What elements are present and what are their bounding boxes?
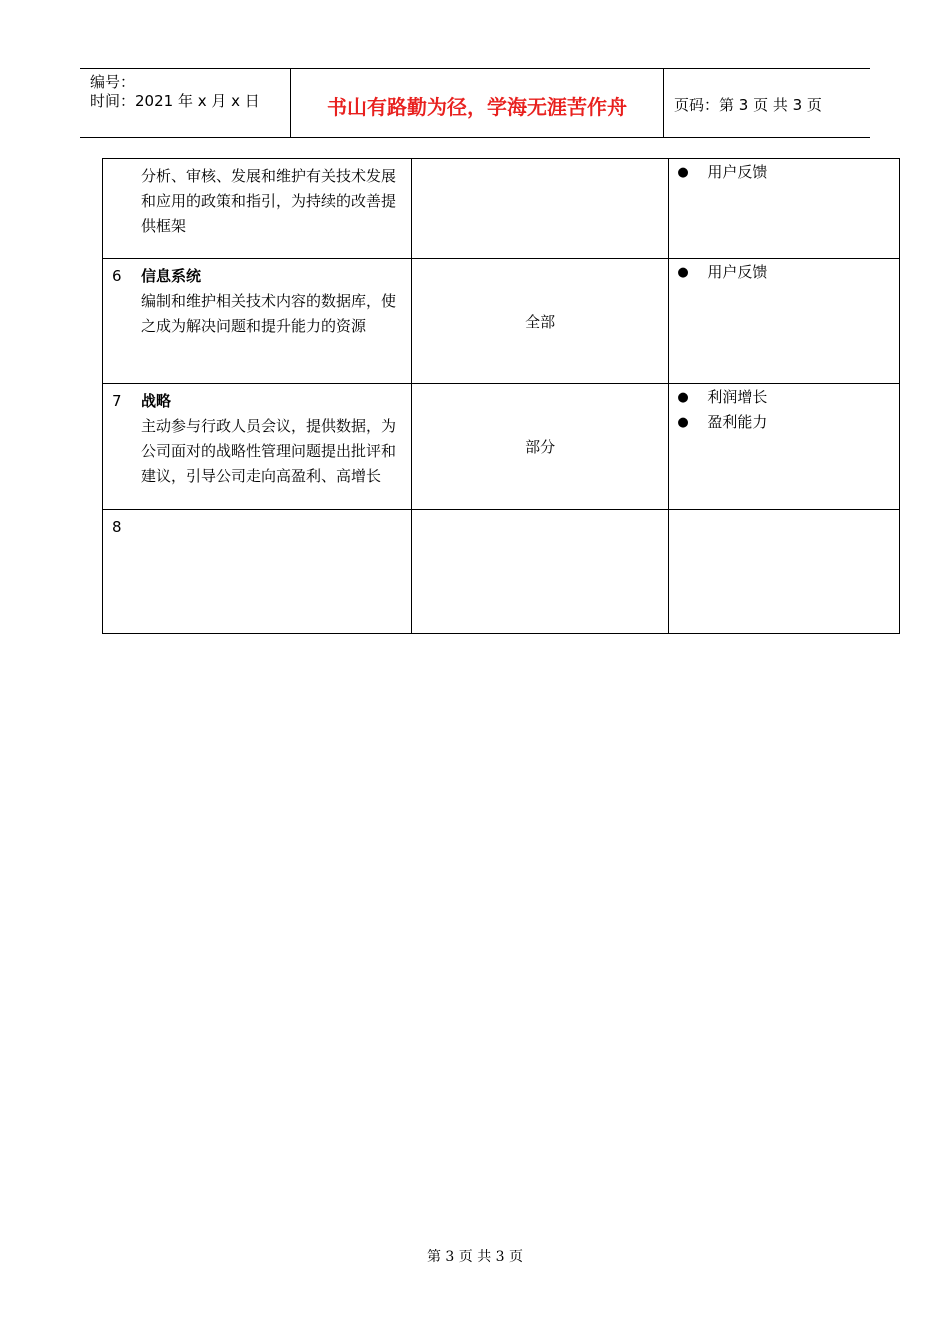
table-row — [103, 259, 900, 384]
item-description: 分析、审核、发展和维护有关技术发展和应用的政策和指引，为持续的改善提供框架 — [141, 167, 397, 235]
scope-cell: 部分 — [411, 384, 669, 510]
item-description: 主动参与行政人员会议，提供数据，为公司面对的战略性管理问题提出批评和建议，引导公司走向高盈利、高增长 — [141, 417, 397, 485]
item-number: 8 — [112, 518, 122, 536]
measure-cell — [669, 159, 900, 259]
bullet-icon: ● — [677, 415, 689, 430]
item-title: 信息系统 — [141, 267, 202, 285]
measure-cell — [669, 384, 900, 510]
bullet-icon: ● — [677, 390, 689, 405]
bullet-icon: ● — [677, 265, 689, 280]
number-label: 编号： — [90, 73, 136, 91]
scope-cell — [411, 510, 669, 634]
item-cell — [103, 259, 412, 384]
table-row — [103, 159, 900, 259]
page-footer: 第 3 页 共 3 页 — [426, 1249, 524, 1265]
content-table — [102, 158, 900, 634]
item-number: 7 — [112, 392, 122, 410]
date-label: 时间：2021 年 x 月 x 日 — [90, 92, 260, 110]
scope-cell — [411, 159, 669, 259]
bullet-icon: ● — [677, 165, 689, 180]
page-label: 页码：第 3 页 共 3 页 — [674, 95, 822, 114]
item-title: 战略 — [141, 392, 172, 410]
list-item: ● 利润增长 — [677, 385, 899, 410]
measure-cell — [669, 510, 900, 634]
list-item: ● 盈利能力 — [677, 410, 899, 435]
table-row — [103, 384, 900, 510]
page-header — [80, 68, 870, 138]
item-number: 6 — [112, 267, 122, 285]
header-meta — [80, 69, 291, 137]
list-item: ● 用户反馈 — [677, 260, 899, 285]
measure-cell — [669, 259, 900, 384]
item-cell — [103, 159, 412, 259]
item-cell — [103, 384, 412, 510]
table-row — [103, 510, 900, 634]
scope-cell: 全部 — [411, 259, 669, 384]
item-cell — [103, 510, 412, 634]
list-item: ● 用户反馈 — [677, 160, 899, 185]
item-description: 编制和维护相关技术内容的数据库，使之成为解决问题和提升能力的资源 — [141, 292, 397, 335]
motto: 书山有路勤为径，学海无涯苦作舟 — [291, 69, 664, 137]
